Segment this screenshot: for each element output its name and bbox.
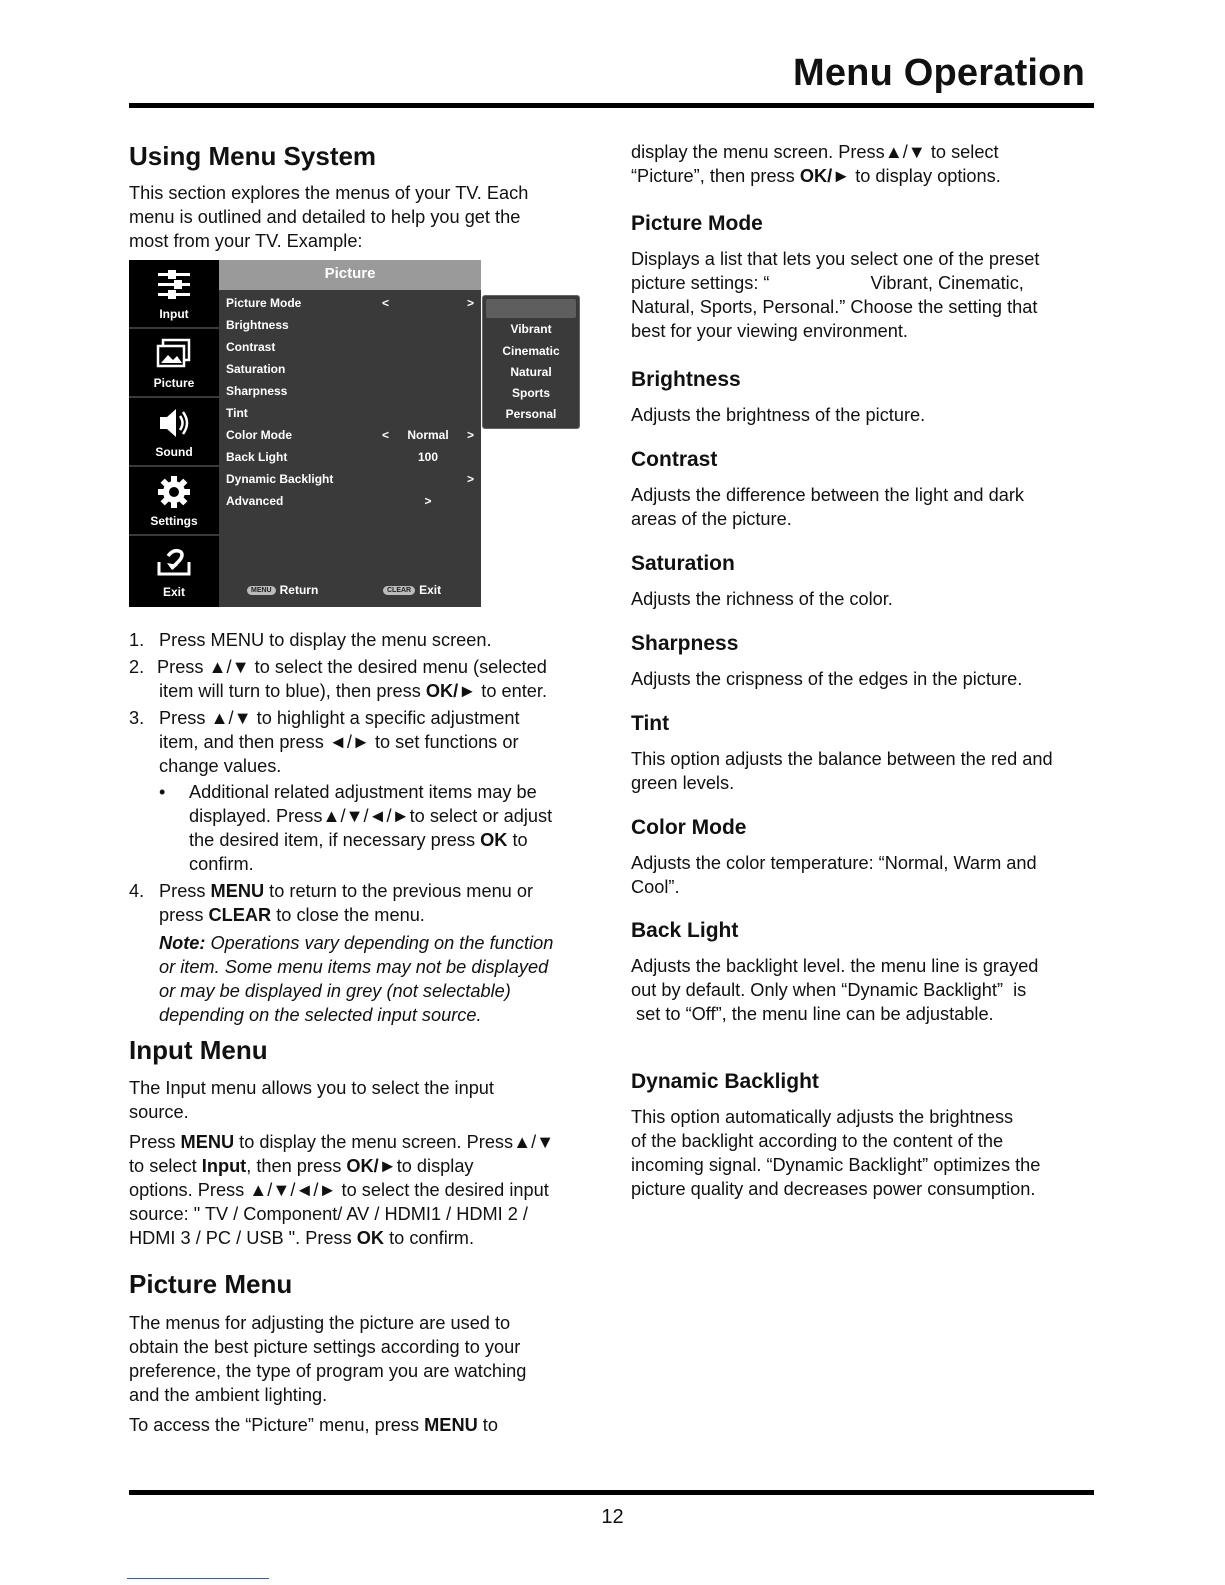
picture-mode-popup xyxy=(482,295,580,429)
input-text: The Input menu allows you to select the input xyxy=(129,1078,494,1098)
step-text: displayed. Press▲/▼/◄/►to select or adjust xyxy=(189,806,553,826)
exit-icon xyxy=(154,542,194,580)
step-text: to close the menu. xyxy=(271,905,425,925)
key-ok: OK xyxy=(480,830,508,850)
right-arrow: > xyxy=(467,472,475,486)
step-text-line xyxy=(159,679,604,703)
tv-menu-illustration xyxy=(129,260,481,607)
tv-row-label: Sharpness xyxy=(226,384,288,398)
tv-sidebar-label: Exit xyxy=(162,585,185,599)
picture-text: to xyxy=(477,1415,498,1435)
tv-row-label: Contrast xyxy=(226,340,276,354)
key-menu: MENU xyxy=(424,1415,478,1435)
input-text: to display xyxy=(396,1156,474,1176)
picture-text-line xyxy=(129,1413,498,1437)
step-text: Additional related adjustment items may be xyxy=(189,782,537,802)
picture-access-text: to display options. xyxy=(850,166,1001,186)
tv-menu-row xyxy=(226,424,476,446)
section-text: Adjusts the difference between the light and dark xyxy=(631,485,1024,505)
right-arrow: > xyxy=(467,428,475,442)
tv-row-label: Picture Mode xyxy=(226,296,302,310)
picture-text: and the ambient lighting. xyxy=(129,1385,328,1405)
tv-row-value: 100 xyxy=(417,450,439,464)
section-text: out by default. Only when “Dynamic Backlight” is xyxy=(631,980,1027,1000)
step-text: Press xyxy=(159,881,211,901)
picture-text: To access the “Picture” menu, press xyxy=(129,1415,425,1435)
key-menu: MENU xyxy=(180,1132,235,1152)
tv-sidebar-item-sound xyxy=(129,398,219,467)
input-text: source. xyxy=(129,1102,189,1122)
step-text-line xyxy=(189,828,604,852)
tv-sidebar-label: Picture xyxy=(153,376,195,390)
picture-access-text: “Picture”, then press xyxy=(631,166,800,186)
note-text: Operations vary depending on the function xyxy=(205,933,554,953)
page-number: 12 xyxy=(601,1506,624,1528)
tv-row-label: Tint xyxy=(226,406,248,420)
key-ok: OK/► xyxy=(799,166,851,186)
section-text: set to “Off”, the menu line can be adjustable. xyxy=(631,1004,994,1024)
key-menu: MENU xyxy=(210,881,265,901)
tv-sidebar-item-input xyxy=(129,260,219,329)
tv-menu-row xyxy=(226,468,476,490)
input-menu-title: Input Menu xyxy=(129,1035,268,1065)
step-2 xyxy=(129,655,604,705)
key-clear: CLEAR xyxy=(208,905,272,925)
tv-footer-exit xyxy=(383,583,441,597)
tv-menu-row xyxy=(226,490,476,512)
section-text: Adjusts the brightness of the picture. xyxy=(631,405,926,425)
input-text: source: " TV / Component/ AV / HDMI1 / HDMI 2 / xyxy=(129,1204,528,1224)
tv-row-label: Saturation xyxy=(226,362,286,376)
tv-row-value: Normal xyxy=(407,428,449,442)
popup-selected-highlight xyxy=(486,299,576,318)
using-intro-line: menu is outlined and detailed to help you get the xyxy=(129,207,521,227)
tv-menu-row xyxy=(226,380,476,402)
tv-footer-return xyxy=(247,583,318,597)
step-text: to enter. xyxy=(476,681,547,701)
section-title: Sharpness xyxy=(631,632,739,655)
step-3-bullet xyxy=(129,780,604,878)
section-text: of the backlight according to the content of the xyxy=(631,1131,1004,1151)
note-text: or item. Some menu items may not be displayed xyxy=(159,957,549,977)
note-text: or may be displayed in grey (not selectable) xyxy=(159,981,511,1001)
picture-menu-title: Picture Menu xyxy=(129,1269,293,1299)
tv-row-label: Dynamic Backlight xyxy=(226,472,334,486)
popup-option: Personal xyxy=(505,407,557,421)
input-word: Input xyxy=(201,1156,247,1176)
section-title: Contrast xyxy=(631,448,718,471)
input-text: to display the menu screen. Press▲/▼ xyxy=(234,1132,555,1152)
input-text: to select xyxy=(129,1156,202,1176)
tv-sidebar-item-exit xyxy=(129,536,219,605)
section-text: Adjusts the richness of the color. xyxy=(631,589,893,609)
tv-row-value: > xyxy=(424,494,432,508)
step-number: 1. xyxy=(129,630,145,650)
section-title: Brightness xyxy=(631,368,741,391)
key-ok: OK/► xyxy=(425,681,477,701)
tv-menu-row xyxy=(226,336,476,358)
section-text: picture quality and decreases power consumption. xyxy=(631,1179,1036,1199)
input-text: , then press xyxy=(246,1156,347,1176)
section-text: areas of the picture. xyxy=(631,509,792,529)
tv-menu-sidebar xyxy=(129,260,219,607)
picture-icon xyxy=(154,335,194,373)
input-text: HDMI 3 / PC / USB ". Press xyxy=(129,1228,357,1248)
step-text: item, and then press ◄/► to set functions or xyxy=(159,732,519,752)
step-text: Press MENU to display the menu screen. xyxy=(159,630,492,650)
gear-icon xyxy=(154,473,194,511)
section-text: This option adjusts the balance between the red and xyxy=(631,749,1053,769)
section-text: This option automatically adjusts the brightness xyxy=(631,1107,1014,1127)
left-arrow: < xyxy=(382,296,390,310)
section-text: incoming signal. “Dynamic Backlight” optimizes the xyxy=(631,1155,1041,1175)
section-text: Adjusts the crispness of the edges in the picture. xyxy=(631,669,1023,689)
tv-row-label: Back Light xyxy=(226,450,288,464)
input-text-line xyxy=(129,1154,609,1178)
key-ok: OK/► xyxy=(346,1156,397,1176)
section-title: Back Light xyxy=(631,919,739,942)
tv-sidebar-item-picture xyxy=(129,329,219,398)
popup-option: Sports xyxy=(511,386,550,400)
section-text: green levels. xyxy=(631,773,735,793)
tv-sidebar-label: Settings xyxy=(150,514,198,528)
section-text: Adjusts the backlight level. the menu line is grayed xyxy=(631,956,1039,976)
picture-access-text: display the menu screen. Press▲/▼ to select xyxy=(631,142,999,162)
step-text: confirm. xyxy=(189,854,254,874)
step-text: item will turn to blue), then press xyxy=(159,681,426,701)
speaker-icon xyxy=(154,404,194,442)
step-text: Press ▲/▼ to select the desired menu (selected xyxy=(157,657,547,677)
step-text: to xyxy=(507,830,528,850)
step-text: the desired item, if necessary press xyxy=(189,830,481,850)
section-text: Adjusts the color temperature: “Normal, Warm and xyxy=(631,853,1037,873)
tv-menu-row xyxy=(226,314,476,336)
step-number: 2. xyxy=(129,657,145,677)
section-text: Natural, Sports, Personal.” Choose the setting that xyxy=(631,297,1038,317)
section-title: Dynamic Backlight xyxy=(631,1070,819,1093)
input-text: Press xyxy=(129,1132,181,1152)
section-title: Tint xyxy=(631,712,670,735)
tv-row-label: Advanced xyxy=(226,494,284,508)
note-line xyxy=(159,931,604,955)
input-text-line xyxy=(129,1130,609,1154)
note xyxy=(129,931,604,1029)
page-title: Menu Operation xyxy=(792,52,1085,94)
tv-row-label: Color Mode xyxy=(226,428,292,442)
note-label: Note: xyxy=(159,933,206,953)
step-text: change values. xyxy=(159,756,282,776)
tv-menu-row xyxy=(226,292,476,314)
step-text-line xyxy=(159,903,604,927)
footer-rule xyxy=(129,1490,1094,1495)
tv-row-label: Brightness xyxy=(226,318,289,332)
tv-menu-row xyxy=(226,446,476,468)
bullet-dot: • xyxy=(159,782,166,802)
clear-key-icon: CLEAR xyxy=(383,586,415,595)
popup-option: Natural xyxy=(510,365,552,379)
popup-option: Cinematic xyxy=(502,344,560,358)
section-text: best for your viewing environment. xyxy=(631,321,908,341)
menu-key-icon: MENU xyxy=(247,586,276,595)
step-number: 3. xyxy=(129,708,145,728)
section-title: Color Mode xyxy=(631,816,747,839)
left-arrow: < xyxy=(382,428,390,442)
step-text: press xyxy=(159,905,209,925)
tv-footer-return-label: Return xyxy=(279,583,319,597)
section-text: picture settings: “ Vibrant, Cinematic, xyxy=(631,273,1024,293)
using-intro-line: most from your TV. Example: xyxy=(129,231,363,251)
using-intro-line: This section explores the menus of your TV. Each xyxy=(129,183,529,203)
tv-menu-header: Picture xyxy=(219,260,481,290)
step-text: Press ▲/▼ to highlight a specific adjustment xyxy=(159,708,520,728)
picture-text: preference, the type of program you are watching xyxy=(129,1361,527,1381)
input-text-line xyxy=(129,1226,609,1250)
popup-option: Vibrant xyxy=(510,322,552,336)
tv-menu-row xyxy=(226,402,476,424)
step-text-line xyxy=(159,879,604,903)
tv-sidebar-label: Sound xyxy=(155,445,193,459)
section-title: Picture Mode xyxy=(631,212,763,235)
tv-footer-exit-label: Exit xyxy=(419,583,442,597)
header-rule xyxy=(129,103,1094,108)
step-3 xyxy=(129,706,604,781)
tv-sidebar-label: Input xyxy=(159,307,189,321)
step-text: to return to the previous menu or xyxy=(264,881,534,901)
picture-text: The menus for adjusting the picture are used to xyxy=(129,1313,511,1333)
step-4 xyxy=(129,879,604,929)
note-text: depending on the selected input source. xyxy=(159,1005,482,1025)
picture-access-line xyxy=(631,164,1001,188)
right-arrow: > xyxy=(467,296,475,310)
key-ok: OK xyxy=(356,1228,385,1248)
step-number: 4. xyxy=(129,881,145,901)
footer-link-underline xyxy=(127,1578,269,1579)
using-menu-title: Using Menu System xyxy=(129,141,377,171)
input-icon xyxy=(154,266,194,304)
tv-menu-row xyxy=(226,358,476,380)
input-text: options. Press ▲/▼/◄/► to select the desired input xyxy=(129,1180,549,1200)
picture-text: obtain the best picture settings according to your xyxy=(129,1337,521,1357)
input-text: to confirm. xyxy=(384,1228,475,1248)
section-text: Displays a list that lets you select one of the preset xyxy=(631,249,1040,269)
section-title: Saturation xyxy=(631,552,735,575)
tv-sidebar-item-settings xyxy=(129,467,219,536)
section-text: Cool”. xyxy=(631,877,680,897)
